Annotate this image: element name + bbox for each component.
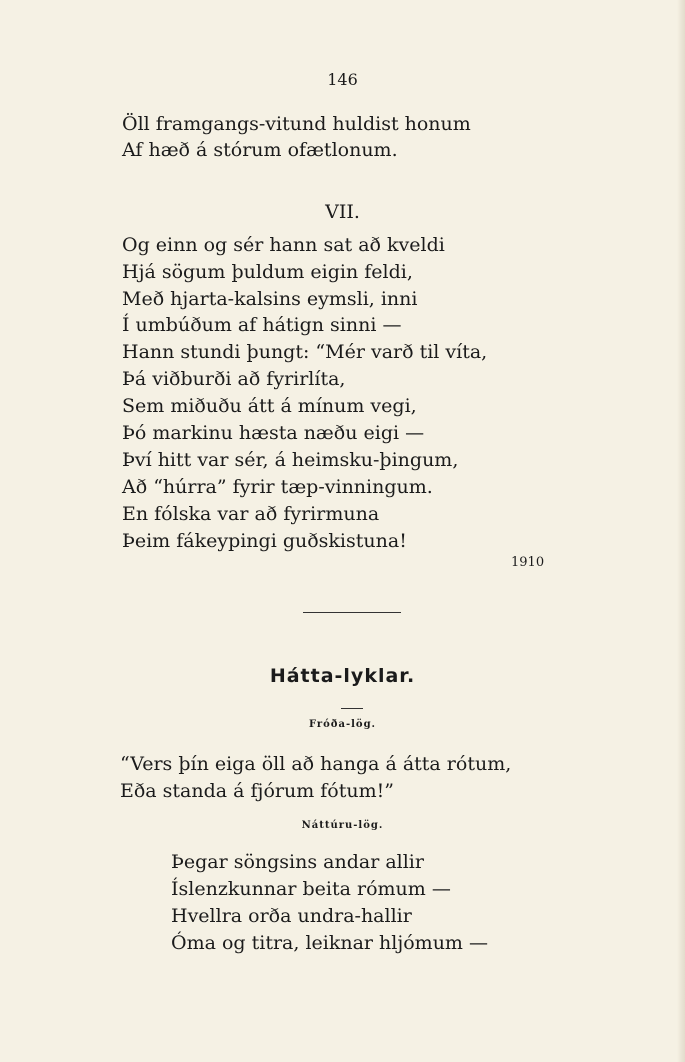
stanza-a-line-2: Af hæð á stórum ofætlonum.: [122, 139, 398, 161]
stanza-b-line-8: Þó markinu hæsta næðu eigi —: [122, 422, 425, 444]
poem-title: Hátta-lyklar.: [269, 665, 416, 687]
stanza-b-line-3: Með hjarta-kalsins eymsli, inni: [122, 288, 418, 310]
stanza-b-line-7: Sem miðuðu átt á mínum vegi,: [122, 395, 417, 417]
poem-year: 1910: [511, 555, 545, 570]
stanza-b-line-5: Hann stundi þungt: “Mér varð til víta,: [122, 341, 488, 363]
stanza-c-line-1: “Vers þín eiga öll að hanga á átta rótum,: [120, 753, 512, 775]
stanza-a-line-1: Öll framgangs-vitund huldist honum: [122, 113, 471, 135]
stanza-b-line-11: En fólska var að fyrirmuna: [122, 503, 380, 525]
stanza-b-line-9: Því hitt var sér, á heimsku-þingum,: [122, 449, 459, 471]
stanza-b-line-12: Þeim fákeypingi guðskistuna!: [122, 530, 407, 552]
stanza-d-line-2: Íslenzkunnar beita rómum —: [171, 878, 451, 900]
section-heading: VII.: [325, 201, 360, 223]
subheading-froda-log: Fróða-lög.: [308, 719, 377, 730]
stanza-b-line-2: Hjá sögum þuldum eigin feldi,: [122, 261, 413, 283]
stanza-d-line-3: Hvellra orða undra-hallir: [171, 905, 412, 927]
subheading-nattura-log: Náttúru-lög.: [301, 820, 384, 831]
title-underline: [341, 708, 363, 709]
stanza-b-line-1: Og einn og sér hann sat að kveldi: [122, 234, 445, 256]
stanza-d-line-1: Þegar söngsins andar allir: [171, 851, 424, 873]
stanza-d-line-4: Óma og titra, leiknar hljómum —: [171, 932, 488, 954]
page-edge-shadow: [677, 0, 685, 1062]
section-divider: [303, 612, 401, 613]
stanza-b-line-4: Í umbúðum af hátign sinni —: [122, 314, 402, 336]
stanza-b-line-10: Að “húrra” fyrir tæp-vinningum.: [122, 476, 433, 498]
page-number: 146: [327, 70, 358, 89]
stanza-b-line-6: Þá viðburði að fyrirlíta,: [122, 368, 346, 390]
stanza-c-line-2: Eða standa á fjórum fótum!”: [120, 780, 394, 802]
